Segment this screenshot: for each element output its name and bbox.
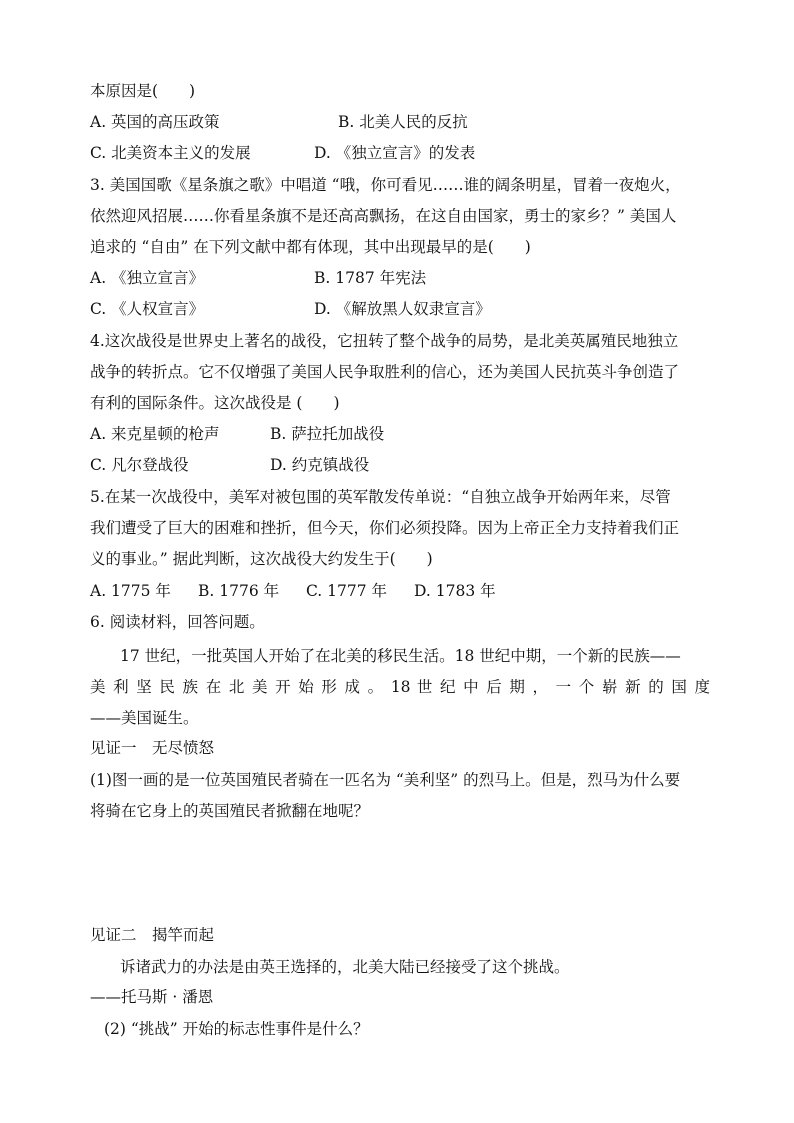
q3-stem-line-1: 3. 美国国歌《星条旗之歌》中唱道 “哦，你可看见……谁的阔条明星，冒着一夜炮火， [90,176,681,194]
q6-material-line-1: 17 世纪，一批英国人开始了在北美的移民生活。18 世纪中期，一个新的民族—— [120,647,681,665]
q6-material-line-2: 美 利 坚 民 族 在 北 美 开 始 形 成 。 18 世 纪 中 后 期 ， 一 个 崭 新 的 国 度 [90,678,710,696]
q3-stem-line-3: 追求的 “自由” 在下列文献中都有体现，其中出现最早的是( ) [90,238,531,256]
q6-stem: 6. 阅读材料，回答问题。 [90,613,265,631]
q4-stem-line-2: 战争的转折点。它不仅增强了美国人民争取胜利的信心，还为美国人民抗英斗争创造了 [90,363,680,381]
q3-option-b: B. 1787 年宪法 [314,269,427,287]
q5-option-a: A. 1775 年 [90,582,171,600]
q5-option-b: B. 1776 年 [198,582,280,600]
q4-stem-line-3: 有利的国际条件。这次战役是 ( ) [90,394,340,412]
q2-option-b: B. 北美人民的反抗 [338,113,468,131]
q2-option-d: D. 《独立宣言》的发表 [314,144,476,162]
q4-option-d: D. 约克镇战役 [270,456,370,474]
q5-stem-line-2: 我们遭受了巨大的困难和挫折，但今天，你们必须投降。因为上帝正全力支持着我们正 [90,519,680,537]
q3-stem-line-2: 依然迎风招展……你看星条旗不是还高高飘扬，在这自由国家，勇士的家乡？” 美国人 [90,207,677,225]
q4-stem-line-1: 4.这次战役是世界史上著名的战役，它扭转了整个战争的局势，是北美英属殖民地独立 [90,332,679,350]
q6-witness1-question-line-1: (1)图一画的是一位英国殖民者骑在一匹名为 “美利坚” 的烈马上。但是，烈马为什么要 [90,771,681,789]
q3-option-d: D. 《解放黑人奴隶宣言》 [314,300,491,318]
q4-option-c: C. 凡尔登战役 [90,456,189,474]
q6-witness2-question: (2) “挑战” 开始的标志性事件是什么？ [104,1020,369,1038]
q3-option-c: C. 《人权宣言》 [90,300,205,318]
q5-stem-line-3: 义的事业。” 据此判断，这次战役大约发生于( ) [90,550,433,568]
q2-option-c: C. 北美资本主义的发展 [90,144,251,162]
q3-option-a: A. 《独立宣言》 [90,269,205,287]
q5-option-d: D. 1783 年 [414,582,496,600]
q5-stem-line-1: 5.在某一次战役中，美军对被包围的英军散发传单说：“自独立战争开始两年来，尽管 [90,488,671,506]
q5-option-c: C. 1777 年 [306,582,388,600]
q6-witness2-title: 见证二 揭竿而起 [90,926,215,944]
q4-option-b: B. 萨拉托加战役 [270,425,385,443]
q4-option-a: A. 来克星顿的枪声 [90,425,220,443]
q2-stem-tail: 本原因是( ) [90,82,196,100]
q6-witness2-quote: 诉诸武力的办法是由英王选择的，北美大陆已经接受了这个挑战。 [120,958,570,976]
q6-material-line-3: ——美国诞生。 [90,709,199,727]
q2-option-a: A. 英国的高压政策 [90,113,220,131]
q6-witness2-author: ——托马斯 · 潘恩 [90,988,214,1006]
q6-witness1-question-line-2: 将骑在它身上的英国殖民者掀翻在地呢？ [90,802,370,820]
q6-witness1-title: 见证一 无尽愤怒 [90,739,215,757]
